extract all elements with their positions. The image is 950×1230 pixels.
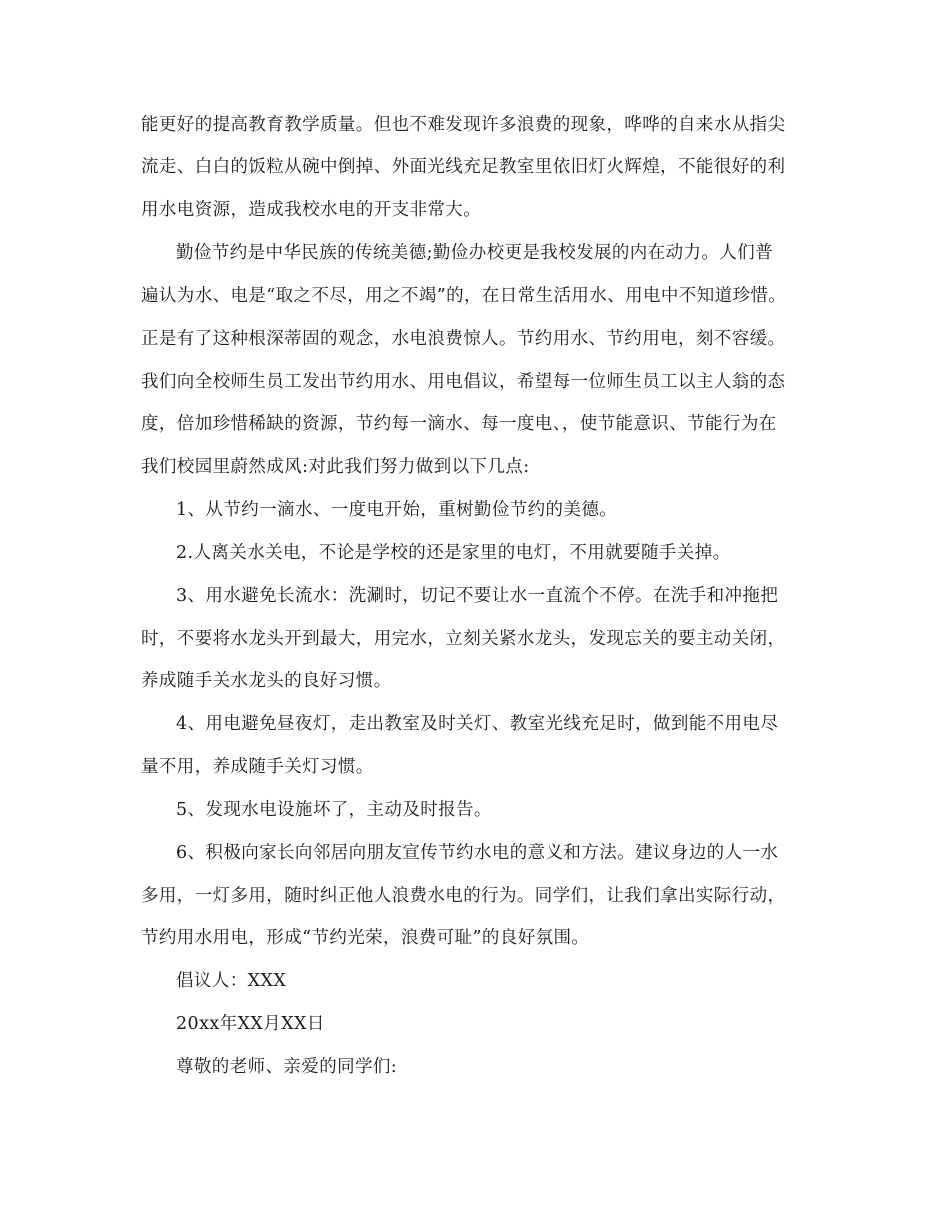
text-line: 4、用电避免昼夜灯，走出教室及时关灯、教室光线充足时，做到能不用电尽 <box>176 714 779 734</box>
text-line: 5、发现水电设施坏了，主动及时报告。 <box>176 800 492 820</box>
text-line: 节约用水用电，形成“节约光荣，浪费可耻”的良好氛围。 <box>141 928 590 948</box>
text-line: 我们向全校师生员工发出节约用水、用电倡议，希望每一位师生员工以主人翁的态 <box>141 372 786 392</box>
text-line: 2.人离关水关电，不论是学校的还是家里的电灯，不用就要随手关掉。 <box>176 543 731 563</box>
text-line: 遍认为水、电是“取之不尽，用之不竭”的，在日常生活用水、用电中不知道珍惜。 <box>141 286 787 306</box>
signature-line: 倡议人：XXX <box>176 971 287 991</box>
text-line: 我们校园里蔚然成风:对此我们努力做到以下几点: <box>141 457 530 477</box>
text-line: 6、积极向家长向邻居向朋友宣传节约水电的意义和方法。建议身边的人一水 <box>176 843 779 863</box>
greeting-line: 尊敬的老师、亲爱的同学们: <box>176 1057 398 1077</box>
text-line: 养成随手关水龙头的良好习惯。 <box>141 671 392 691</box>
text-line: 勤俭节约是中华民族的传统美德;勤俭办校更是我校发展的内在动力。人们普 <box>176 243 773 263</box>
text-line: 度，倍加珍惜稀缺的资源，节约每一滴水、每一度电、，使节能意识、节能行为在 <box>141 414 777 434</box>
text-line: 量不用，养成随手关灯习惯。 <box>141 757 374 777</box>
text-line: 时，不要将水龙头开到最大，用完水，立刻关紧水龙头，发现忘关的要主动关闭， <box>141 629 786 649</box>
text-line: 3、用水避免长流水：洗涮时，切记不要让水一直流个不停。在洗手和冲拖把 <box>176 586 779 606</box>
text-line: 多用，一灯多用，随时纠正他人浪费水电的行为。同学们，让我们拿出实际行动， <box>141 886 786 906</box>
text-line: 1、从节约一滴水、一度电开始，重树勤俭节约的美德。 <box>176 500 618 520</box>
text-line: 正是有了这种根深蒂固的观念，水电浪费惊人。节约用水、节约用电，刻不容缓。 <box>141 329 786 349</box>
text-line: 能更好的提高教育教学质量。但也不难发现许多浪费的现象，哗哗的自来水从指尖 <box>141 115 786 135</box>
text-line: 用水电资源，造成我校水电的开支非常大。 <box>141 200 482 220</box>
date-line: 20xx年XX月XX日 <box>176 1014 325 1034</box>
text-line: 流走、白白的饭粒从碗中倒掉、外面光线充足教室里依旧灯火辉煌，不能很好的利 <box>141 157 786 177</box>
